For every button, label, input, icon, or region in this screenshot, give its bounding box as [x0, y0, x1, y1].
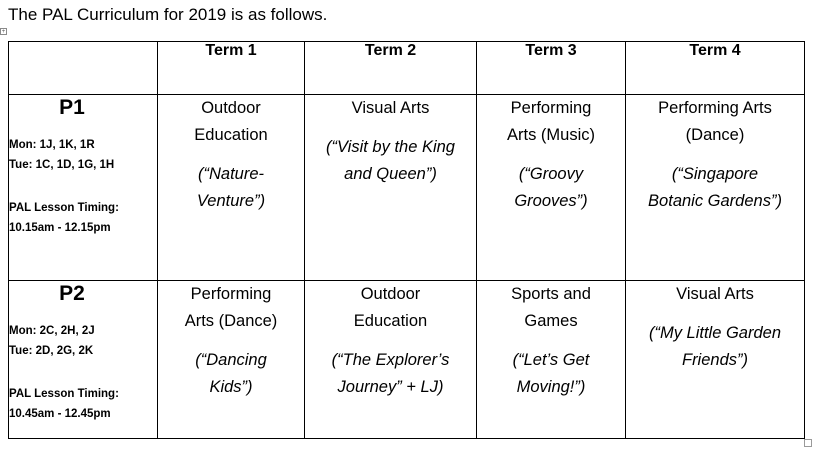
programme-title-line: (“The Explorer’s	[331, 351, 450, 369]
lesson-timing: 10.45am - 12.45pm	[9, 408, 111, 420]
subject-line: Visual Arts	[351, 99, 430, 117]
row-header-p2	[9, 281, 158, 439]
header-term-3: Term 3	[477, 42, 626, 95]
lesson-timing: 10.15am - 12.15pm	[9, 222, 111, 234]
table-row-p1	[9, 95, 805, 281]
subject-line: Outdoor	[360, 285, 421, 303]
programme-title-line: Venture”)	[196, 192, 266, 210]
p2-term-3-cell	[477, 281, 626, 439]
subject-line: Outdoor	[201, 99, 261, 117]
tuesday-classes: Tue: 2D, 2G, 2K	[9, 345, 94, 357]
subject-line: Performing Arts	[658, 99, 772, 117]
p1-term-1-cell	[158, 95, 305, 281]
subject-line: (Dance)	[685, 126, 745, 144]
subject-line: Education	[353, 312, 428, 330]
row-header-p1	[9, 95, 158, 281]
monday-classes: Mon: 2C, 2H, 2J	[9, 325, 95, 337]
subject-line: Visual Arts	[676, 285, 754, 303]
subject-line: Education	[194, 126, 268, 144]
programme-title-line: Grooves”)	[514, 192, 588, 210]
programme-title-line: Botanic Gardens”)	[648, 192, 782, 210]
programme-title-line: (“Dancing	[195, 351, 267, 369]
header-term-4: Term 4	[626, 42, 805, 95]
programme-title-line: (“Nature-	[197, 165, 264, 183]
programme-title-line: (“Groovy	[518, 165, 584, 183]
p1-term-2-cell	[305, 95, 477, 281]
monday-classes: Mon: 1J, 1K, 1R	[9, 139, 95, 151]
programme-title-line: Journey” + LJ)	[337, 378, 444, 396]
table-header-row	[9, 42, 805, 95]
p1-term-4-cell	[626, 95, 805, 281]
programme-title-line: Friends”)	[681, 351, 748, 369]
subject-line: Performing	[510, 99, 592, 117]
programme-title-line: and Queen”)	[344, 165, 437, 183]
p2-term-4-cell	[626, 281, 805, 439]
header-term-1: Term 1	[158, 42, 305, 95]
table-row-p2	[9, 281, 805, 439]
programme-title-line: (“Singapore	[671, 165, 759, 183]
programme-title-line: Moving!”)	[516, 378, 586, 396]
p2-term-1-cell	[158, 281, 305, 439]
subject-line: Arts (Dance)	[184, 312, 278, 330]
subject-line: Sports and	[511, 285, 591, 303]
programme-title-line: (“Let’s Get	[512, 351, 590, 369]
lesson-timing-label: PAL Lesson Timing:	[9, 202, 119, 214]
table-move-handle-icon[interactable]: +	[1, 29, 6, 35]
subject-line: Games	[524, 312, 578, 330]
p1-term-3-cell	[477, 95, 626, 281]
pal-curriculum-table	[8, 41, 805, 439]
programme-title-line: (“Visit by the King	[325, 138, 455, 156]
lesson-timing-label: PAL Lesson Timing:	[9, 388, 119, 400]
tuesday-classes: Tue: 1C, 1D, 1G, 1H	[9, 159, 115, 171]
intro-text: The PAL Curriculum for 2019 is as follows.	[8, 5, 328, 24]
header-term-2: Term 2	[305, 42, 477, 95]
subject-line: Arts (Music)	[507, 126, 595, 144]
p2-term-2-cell	[305, 281, 477, 439]
grade-label: P2	[59, 282, 85, 305]
grade-label: P1	[59, 96, 85, 119]
table-resize-handle-icon[interactable]	[804, 439, 812, 447]
subject-line: Performing	[190, 285, 272, 303]
header-blank	[9, 42, 158, 95]
programme-title-line: Kids”)	[209, 378, 253, 396]
programme-title-line: (“My Little Garden	[648, 324, 782, 342]
